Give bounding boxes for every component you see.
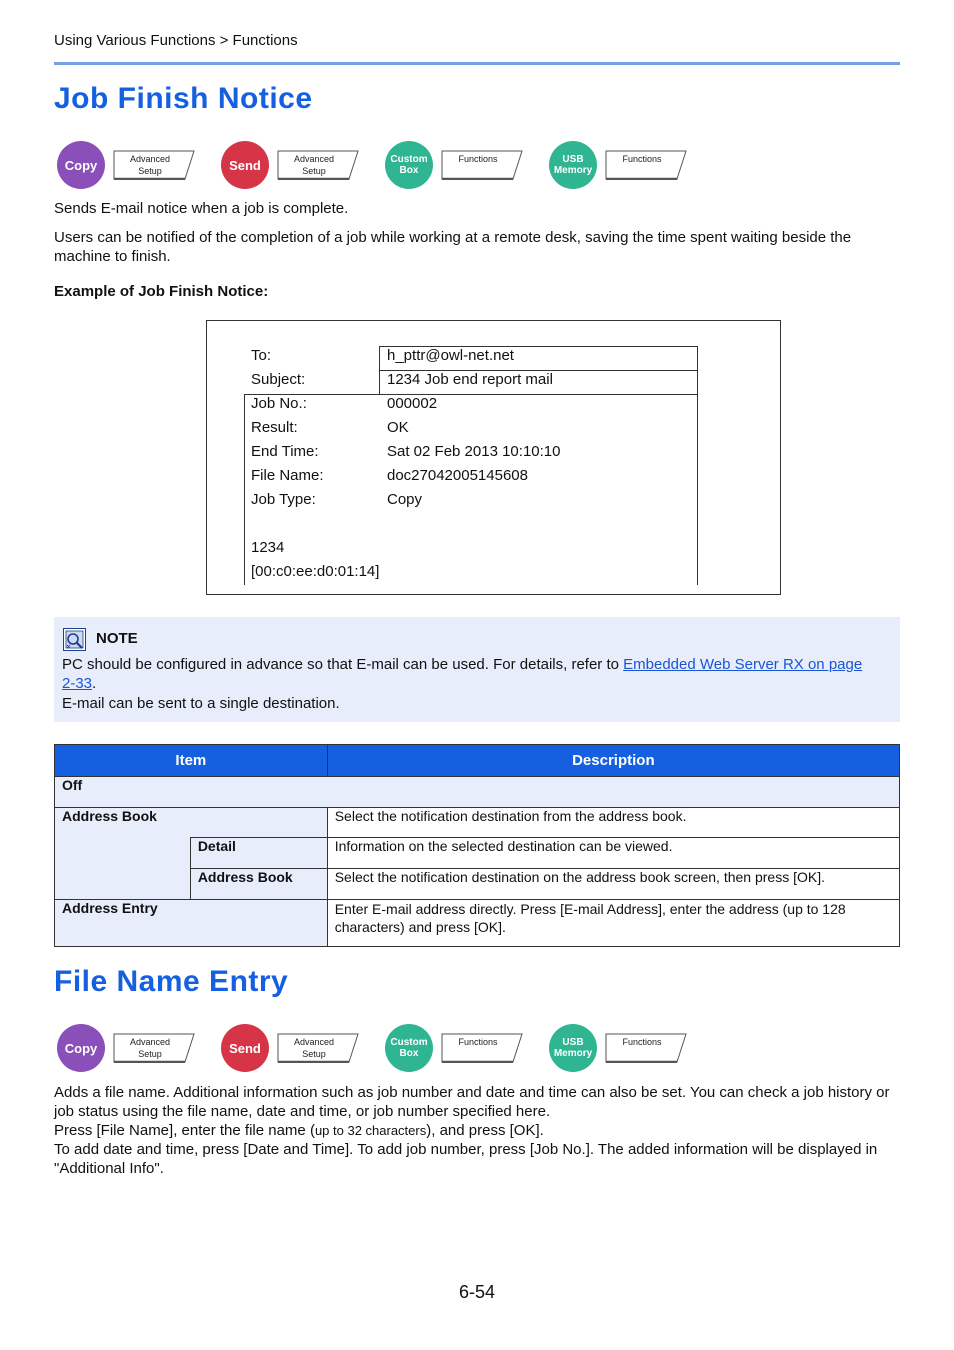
note-line2: E-mail can be sent to a single destination.	[62, 695, 340, 712]
mode-icon-row	[57, 1024, 697, 1074]
mode-icon-row	[57, 141, 697, 191]
advanced-setup-tab: Advanced Setup	[113, 150, 195, 180]
file-name-value: doc27042005145608	[387, 467, 528, 484]
description-text: Users can be notified of the completion of a job while working at a remote desk, saving the time spent waiting beside the machine to finish.	[54, 229, 852, 265]
to-label: To:	[251, 347, 272, 364]
intro-text: Sends E-mail notice when a job is complete.	[54, 200, 349, 217]
table-row	[55, 900, 900, 947]
desc-sub-address-book: Select the notification destination on the address book screen, then press [OK].	[327, 869, 899, 900]
subject-label: Subject:	[251, 371, 306, 388]
file-name-entry-instructions: Press [File Name], enter the file name (up to 32 characters), and press [OK].	[54, 1122, 544, 1139]
settings-table	[54, 744, 900, 947]
advanced-setup-tab: Advanced Setup	[277, 150, 359, 180]
item-off: Off	[55, 777, 900, 808]
header-rule	[54, 62, 900, 65]
job-type-label: Job Type:	[251, 491, 316, 508]
to-value: h_pttr@owl-net.net	[387, 347, 514, 364]
section-title-job-finish-notice: Job Finish Notice	[54, 82, 313, 115]
result-value: OK	[387, 419, 409, 436]
section-title-file-name-entry: File Name Entry	[54, 965, 289, 998]
send-mode-icon: Send	[221, 141, 269, 189]
note-line1: PC should be configured in advance so that E-mail can be used. For details, refer to Embedded Web Server RX on page 2-33.	[62, 656, 863, 692]
result-label: Result:	[251, 419, 298, 436]
functions-tab: Functions	[605, 1033, 687, 1063]
file-name-entry-additional: To add date and time, press [Date and Time]. To add job number, press [Job No.]. The added information will be displayed in "Additional Info".	[54, 1141, 878, 1177]
note-icon	[63, 628, 86, 651]
copy-mode-icon: Copy	[57, 141, 105, 189]
end-time-label: End Time:	[251, 443, 319, 460]
job-no-label: Job No.:	[251, 395, 307, 412]
item-address-entry: Address Entry	[55, 900, 328, 947]
file-name-entry-description: Adds a file name. Additional information such as job number and date and time can also be set. You can check a job history or job status using the file name, date and time, or job number specified here.	[54, 1084, 890, 1120]
copy-mode-icon: Copy	[57, 1024, 105, 1072]
note-title: NOTE	[96, 630, 138, 647]
desc-detail: Information on the selected destination can be viewed.	[327, 838, 899, 869]
functions-tab: Functions	[441, 1033, 523, 1063]
table-row	[55, 869, 900, 900]
footer-mac: [00:c0:ee:d0:01:14]	[251, 563, 380, 580]
embedded-web-server-link[interactable]: Embedded Web Server RX on page	[623, 656, 863, 673]
table-row	[55, 777, 900, 808]
table-header-description: Description	[327, 745, 899, 777]
subject-value: 1234 Job end report mail	[387, 371, 553, 388]
item-address-book: Address Book	[55, 808, 328, 838]
advanced-setup-tab: Advanced Setup	[277, 1033, 359, 1063]
usb-memory-mode-icon: USB Memory	[549, 141, 597, 189]
custom-box-mode-icon: Custom Box	[385, 1024, 433, 1072]
file-name-label: File Name:	[251, 467, 324, 484]
footer-id: 1234	[251, 539, 285, 556]
table-header-item: Item	[55, 745, 328, 777]
page-2-33-link[interactable]: 2-33	[62, 675, 93, 692]
page-number: 6-54	[458, 1282, 496, 1302]
end-time-value: Sat 02 Feb 2013 10:10:10	[387, 443, 561, 460]
job-type-value: Copy	[387, 491, 423, 508]
custom-box-mode-icon: Custom Box	[385, 141, 433, 189]
send-mode-icon: Send	[221, 1024, 269, 1072]
job-no-value: 000002	[387, 395, 438, 412]
functions-tab: Functions	[441, 150, 523, 180]
table-row	[55, 808, 900, 838]
item-detail: Detail	[190, 838, 327, 869]
table-row	[55, 838, 900, 869]
advanced-setup-tab: Advanced Setup	[113, 1033, 195, 1063]
item-sub-address-book: Address Book	[190, 869, 327, 900]
functions-tab: Functions	[605, 150, 687, 180]
desc-address-entry: Enter E-mail address directly. Press [E-mail Address], enter the address (up to 128 characters) and press [OK].	[327, 900, 899, 947]
example-heading: Example of Job Finish Notice:	[54, 283, 269, 300]
usb-memory-mode-icon: USB Memory	[549, 1024, 597, 1072]
breadcrumb: Using Various Functions > Functions	[54, 32, 298, 49]
desc-address-book: Select the notification destination from the address book.	[327, 808, 899, 838]
